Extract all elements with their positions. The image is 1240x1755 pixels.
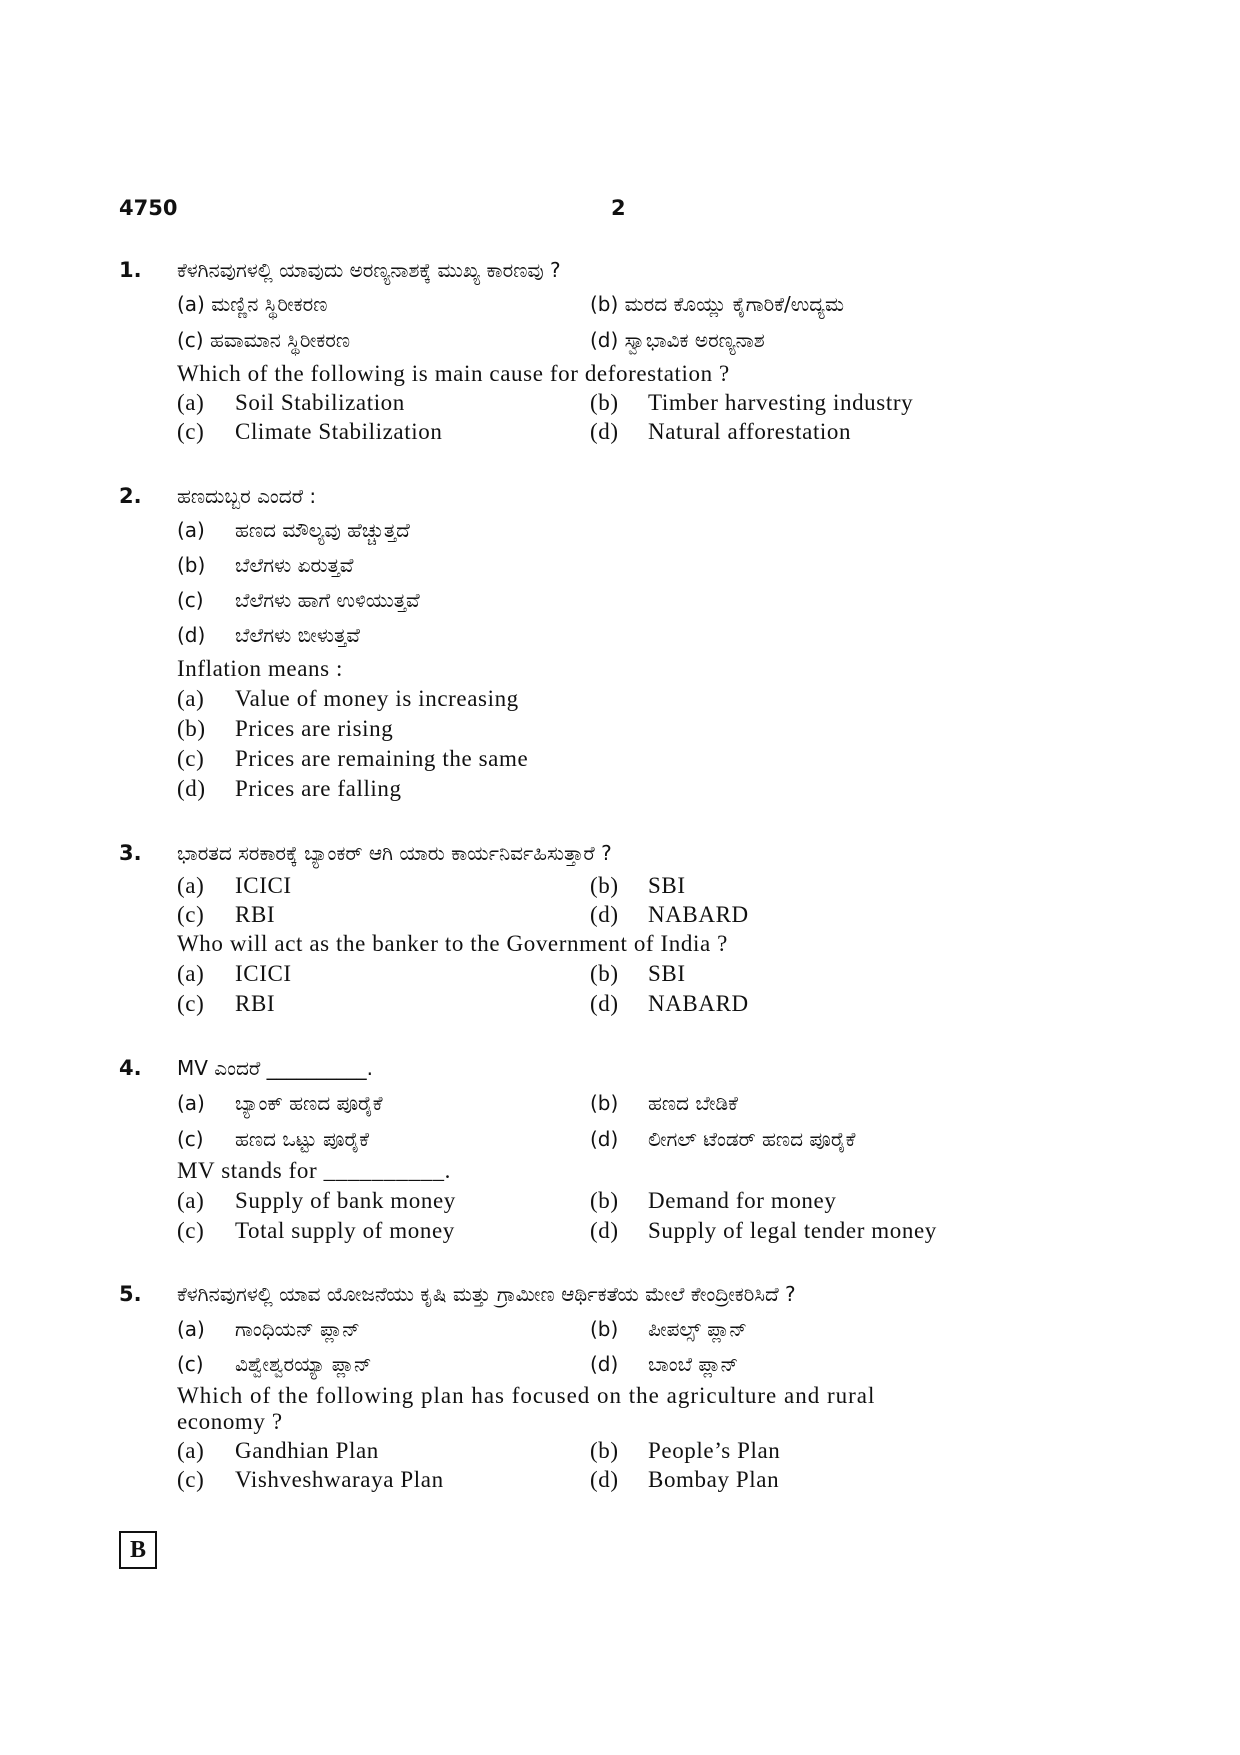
- option-label: (b): [590, 873, 619, 898]
- kannada-option-text: ವಿಶ್ವೇಶ್ವರಯ್ಯಾ ಪ್ಲಾನ್: [235, 1352, 372, 1376]
- english-option-label: (d): [590, 991, 619, 1016]
- question-number: 5.: [119, 1282, 142, 1306]
- kannada-question: ಕೆಳಗಿನವುಗಳಲ್ಲಿ ಯಾವ ಯೋಜನೆಯು ಕೃಷಿ ಮತ್ತು ಗ್ರಾಮೀಣ ಆರ್ಥಿಕತೆಯ ಮೇಲೆ ಕೇಂದ್ರೀಕರಿಸಿದೆ ?: [177, 1282, 796, 1306]
- english-option-text: Gandhian Plan: [235, 1438, 379, 1463]
- english-question-line: economy ?: [177, 1409, 283, 1434]
- english-option-text: Prices are rising: [235, 716, 394, 741]
- english-option-text: NABARD: [648, 991, 749, 1016]
- kannada-option-label: (c): [177, 1352, 204, 1376]
- kannada-option: (b) ಮರದ ಕೊಯ್ಲು ಕೈಗಾರಿಕೆ/ಉದ್ಯಮ: [590, 292, 844, 316]
- english-option-text: Soil Stabilization: [235, 390, 405, 415]
- english-option-label: (a): [177, 1188, 205, 1213]
- english-option-text: Climate Stabilization: [235, 419, 443, 444]
- english-option-text: Supply of legal tender money: [648, 1218, 937, 1243]
- english-question: Who will act as the banker to the Government of India ?: [177, 931, 728, 956]
- kannada-option-text: ಲೀಗಲ್ ಟೆಂಡರ್ ಹಣದ ಪೂರೈಕೆ: [648, 1127, 856, 1151]
- english-option-label: (c): [177, 1218, 205, 1243]
- kannada-option-text: ಬಾಂಬೆ ಪ್ಲಾನ್: [648, 1352, 739, 1376]
- english-option-label: (a): [177, 686, 205, 711]
- kannada-question: ಹಣದುಬ್ಬರ ಎಂದರೆ :: [177, 484, 317, 508]
- kannada-question: ಭಾರತದ ಸರಕಾರಕ್ಕೆ ಬ್ಯಾಂಕರ್ ಆಗಿ ಯಾರು ಕಾರ್ಯನಿರ್ವಹಿಸುತ್ತಾರೆ ?: [177, 841, 612, 865]
- kannada-option-label: (c): [177, 588, 204, 612]
- kannada-option-text: ಹಣದ ಒಟ್ಟು ಪೂರೈಕೆ: [235, 1127, 370, 1151]
- kannada-option: (a) ಮಣ್ಣಿನ ಸ್ಥಿರೀಕರಣ: [177, 292, 328, 316]
- kannada-option-label: (b): [177, 553, 206, 577]
- english-option-text: Total supply of money: [235, 1218, 455, 1243]
- question-number: 1.: [119, 258, 142, 282]
- english-option-label: (d): [177, 776, 206, 801]
- english-option: (b): [590, 390, 619, 415]
- option-text: ICICI: [235, 873, 292, 898]
- kannada-option: (c) ಹವಾಮಾನ ಸ್ಥಿರೀಕರಣ: [177, 328, 350, 352]
- english-option-text: Value of money is increasing: [235, 686, 519, 711]
- kannada-option-label: (b): [590, 1317, 619, 1341]
- english-question: Inflation means :: [177, 656, 344, 681]
- english-question: MV stands for __________.: [177, 1158, 451, 1183]
- english-option-label: (a): [177, 1438, 205, 1463]
- english-option-text: Demand for money: [648, 1188, 837, 1213]
- english-option-label: (c): [177, 991, 205, 1016]
- english-option-label: (d): [590, 1467, 619, 1492]
- question-number: 4.: [119, 1056, 142, 1080]
- english-option-label: (d): [590, 1218, 619, 1243]
- kannada-option-label: (d): [590, 1127, 619, 1151]
- english-option-text: Prices are falling: [235, 776, 402, 801]
- kannada-option-label: (b): [590, 1091, 619, 1115]
- english-option-text: SBI: [648, 961, 686, 986]
- option-label: (d): [590, 902, 619, 927]
- kannada-option-label: (c): [177, 1127, 204, 1151]
- option-text: RBI: [235, 902, 276, 927]
- english-option: (a): [177, 390, 205, 415]
- english-option-text: Supply of bank money: [235, 1188, 456, 1213]
- english-option-text: Natural afforestation: [648, 419, 852, 444]
- english-option-label: (b): [590, 961, 619, 986]
- set-code-box: B: [119, 1531, 157, 1569]
- english-option-text: RBI: [235, 991, 276, 1016]
- english-option-text: Prices are remaining the same: [235, 746, 529, 771]
- option-text: SBI: [648, 873, 686, 898]
- option-label: (a): [177, 873, 205, 898]
- paper-code: 4750: [119, 196, 178, 220]
- kannada-option-text: ಗಾಂಧಿಯನ್ ಪ್ಲಾನ್: [235, 1317, 360, 1341]
- english-option-label: (c): [177, 1467, 205, 1492]
- kannada-question: MV ಎಂದರೆ __________.: [177, 1056, 374, 1080]
- kannada-option-text: ಹಣದ ಬೇಡಿಕೆ: [648, 1091, 738, 1115]
- english-option: (d): [590, 419, 619, 444]
- english-question: Which of the following is main cause for deforestation ?: [177, 361, 730, 386]
- english-option-text: Timber harvesting industry: [648, 390, 914, 415]
- english-option-text: Vishveshwaraya Plan: [235, 1467, 444, 1492]
- english-option-text: ICICI: [235, 961, 292, 986]
- kannada-option-text: ಬೆಲೆಗಳು ಏರುತ್ತವೆ: [235, 553, 354, 577]
- kannada-option-label: (d): [177, 623, 206, 647]
- english-option: (c): [177, 419, 205, 444]
- kannada-option-label: (a): [177, 1091, 205, 1115]
- kannada-option-text: ಬೆಲೆಗಳು ಬೀಳುತ್ತವೆ: [235, 623, 360, 647]
- kannada-option: (d) ಸ್ವಾಭಾವಿಕ ಅರಣ್ಯನಾಶ: [590, 328, 765, 352]
- english-option-label: (c): [177, 746, 205, 771]
- page-number: 2: [611, 196, 626, 220]
- kannada-option-label: (d): [590, 1352, 619, 1376]
- english-option-label: (b): [177, 716, 206, 741]
- kannada-option-label: (a): [177, 518, 205, 542]
- question-number: 2.: [119, 484, 142, 508]
- english-question-line: Which of the following plan has focused on the agriculture and rural: [177, 1383, 876, 1408]
- option-label: (c): [177, 902, 205, 927]
- kannada-option-label: (a): [177, 1317, 205, 1341]
- kannada-option-text: ಹಣದ ಮೌಲ್ಯವು ಹೆಚ್ಚುತ್ತದೆ: [235, 518, 410, 542]
- kannada-option-text: ಬೆಲೆಗಳು ಹಾಗೆ ಉಳಿಯುತ್ತವೆ: [235, 588, 420, 612]
- english-option-label: (b): [590, 1438, 619, 1463]
- kannada-option-text: ಪೀಪಲ್ಸ್ ಪ್ಲಾನ್: [648, 1317, 747, 1341]
- kannada-option-text: ಬ್ಯಾಂಕ್ ಹಣದ ಪೂರೈಕೆ: [235, 1091, 383, 1115]
- english-option-text: People’s Plan: [648, 1438, 781, 1463]
- question-number: 3.: [119, 841, 142, 865]
- kannada-question: ಕೆಳಗಿನವುಗಳಲ್ಲಿ ಯಾವುದು ಅರಣ್ಯನಾಶಕ್ಕೆ ಮುಖ್ಯ ಕಾರಣವು ?: [177, 258, 561, 282]
- option-text: NABARD: [648, 902, 749, 927]
- english-option-label: (b): [590, 1188, 619, 1213]
- english-option-text: Bombay Plan: [648, 1467, 780, 1492]
- english-option-label: (a): [177, 961, 205, 986]
